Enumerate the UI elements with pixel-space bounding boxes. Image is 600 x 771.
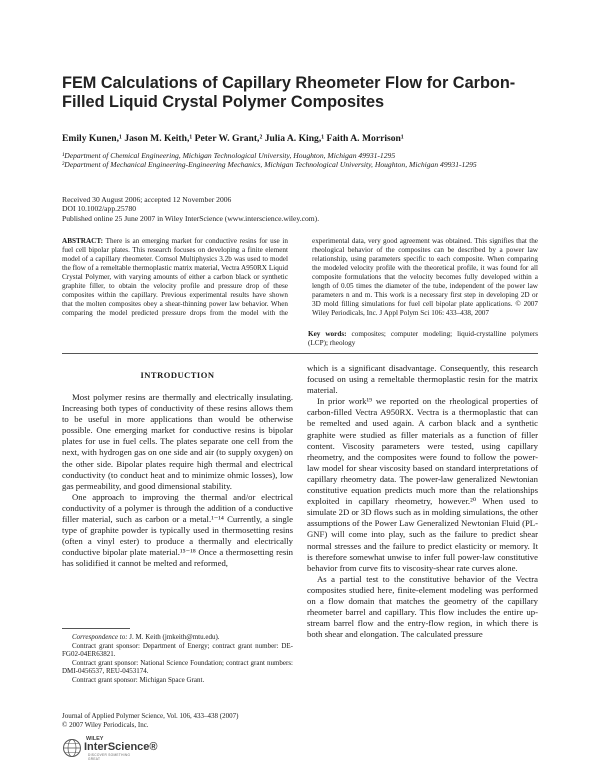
paragraph: which is a significant disadvantage. Consequently, this research focused on using a remeltable thermoplastic resin for the matrix material. [307,363,538,396]
logo-interscience: InterScience® [84,741,158,753]
journal-name: Journal of Applied Polymer Science, Vol. 106, 433–438 (2007) [62,712,239,720]
paragraph: As a partial test to the constitutive behavior of the Vectra composites studied here, finite-element modeling was performed on a flow domain that matches the geometry of the capillary rheometer barrel and capillary. This flow includes the entire up-stream barrel flow and the entry-flow region, in which there is both shear and elongation. The calculated pressure [307,573,538,640]
wiley-interscience-logo [62,736,158,761]
logo-wiley: WILEY [86,736,104,742]
logo-tagline: DISCOVER SOMETHING GREAT [88,753,131,761]
paragraph: Most polymer resins are thermally and electrically insulating. Increasing both types of conductivity of these resins allows them to be useful in more applications than would be otherwise possible. One emerging market for conductive resins is bipolar plates for use in fuel cells. The plates separate one cell from the next, with hydrogen gas on one side and air (to supply oxygen) on the other side. Bipolar plates require high thermal and electrical conductivity (to conduct heat and to minimize ohmic losses), low gas permeability, and good dimensional stability. [62,392,293,491]
grant-sponsor: Contract grant sponsor: Department of Energy; contract grant number: DE-FG02-04ER63821. [62,641,293,659]
grant-sponsor: Contract grant sponsor: Michigan Space Grant. [72,675,205,684]
paragraph: In prior work¹⁹ we reported on the rheological properties of carbon-filled Vectra A950RX. Vectra is a thermoplastic that can be remelted and used again. A carbon black and a synthetic graphite were studied as filler materials as a function of filler content. Viscosity parameters were tested, using capillary rheometry, and the composites were found to follow the power-law model for shear viscosity based on standard interpretations of capillary rheometry data. The power-law generalized Newtonian constitutive equation predicts much more than the relationships exploited in capillary rheometry, however.²⁰ When used to simulate 2D or 3D flows such as in molding simulations, the other assumptions of the Power Law Generalized Newtonian Fluid (PL-GNF) will come into play, such as the failure to predict shear normal stresses and the failure to predict elasticity or memory. It is therefore somewhat unwise to infer full power-law constitutive behavior from curve fits to viscosity-shear rate curves alone. [307,396,538,573]
abstract [62,237,538,319]
grant-sponsor: Contract grant sponsor: National Science Foundation; contract grant numbers: DMI-0456537, REU-0453174. [62,658,293,676]
doi[interactable]: DOI 10.1002/app.25780 [62,204,137,214]
correspondence-label: Correspondence to: [72,633,128,641]
section-divider [62,353,538,354]
affiliation-1: ¹Department of Chemical Engineering, Michigan Technological University, Houghton, Michigan 49931-1295 [62,151,396,160]
keywords-text: composites; computer modeling; liquid-crystalline polymers (LCP); rheology [308,330,539,348]
footnotes [62,633,293,685]
publication-dates [62,195,532,223]
keywords-label: Key words: [308,330,347,338]
abstract-label: ABSTRACT: [62,237,104,245]
received-date: Received 30 August 2006; accepted 12 November 2006 [62,195,232,204]
globe-icon [62,738,82,758]
journal-citation [62,712,293,729]
keywords [308,330,538,348]
left-column [62,392,293,570]
abstract-text: There is an emerging market for conductive resins for use in fuel cell bipolar plates. This research focuses on developing a finite element model of a capillary rheometer. Comsol Multiphysics 3.2b was used to model the flow of a remeltable thermoplastic matrix material, Vectra A950RX Liquid Crystal Polymer, with varying amounts of either a carbon black or synthetic graphite filler, to obtain the velocity profile and pressure drop of these composites within the capillary. Previous experimental results have shown that the molten composites obey a shear-thinning power law behavior. When comparing the model predicted pressure drops from the model with the experimental data, very good agreement was obtained. This signifies that the rheological behavior of the composites can be described by a power law relationship, using parameters specific to each composite. When comparing the modeled velocity profile with the theoretical profile, it was found for all composite formulations that the velocity becomes fully developed within a length of 0.05 times the diameter of the tube, independent of the power law parameters n and m. This work is a necessary first step in developing 2D or 3D mold filling simulations for fuel cell bipolar plate applications. © 2007 Wiley Periodicals, Inc. J Appl Polym Sci 106: 433–438, 2007 [62,237,538,318]
footnote-divider [62,628,130,629]
paragraph: One approach to improving the thermal and/or electrical conductivity of a polymer is through the addition of a conductive filler material, such as carbon or a metal.¹⁻¹⁴ Currently, a single type of graphite powder is typically used in thermosetting resins (often a vinyl ester) to produce a thermally and electrically conductive bipolar plate material.¹⁵⁻¹⁸ Once a thermosetting resin has solidified it cannot be melted and reformed, [62,491,293,569]
correspondence-text: J. M. Keith (jmkeith@mtu.edu). [129,633,220,641]
article-title: FEM Calculations of Capillary Rheometer Flow for Carbon-Filled Liquid Crystal Polymer Composites [62,74,516,111]
copyright: © 2007 Wiley Periodicals, Inc. [62,720,149,729]
author-list: Emily Kunen,¹ Jason M. Keith,¹ Peter W. Grant,² Julia A. King,¹ Faith A. Morrison¹ [62,133,404,144]
affiliations [62,151,532,170]
right-column [307,363,538,640]
affiliation-2: ²Department of Mechanical Engineering-Engineering Mechanics, Michigan Technological University, Houghton, Michigan 49931-1295 [62,160,477,170]
correspondence [62,633,293,642]
published-online: Published online 25 June 2007 in Wiley InterScience (www.interscience.wiley.com). [62,213,320,223]
introduction-heading: INTRODUCTION [140,370,215,380]
